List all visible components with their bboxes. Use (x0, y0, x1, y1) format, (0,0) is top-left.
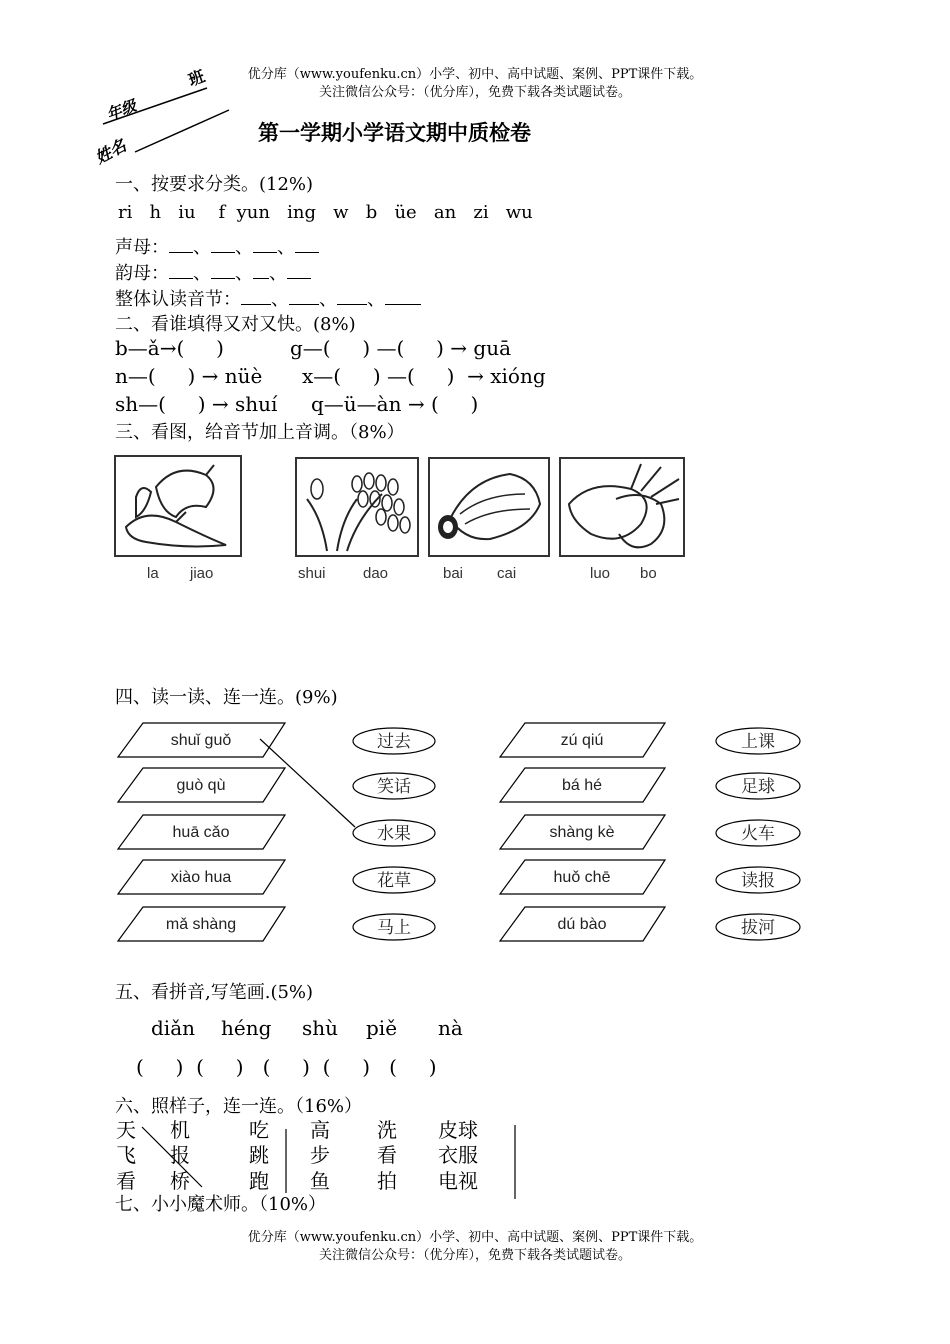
s2-row2-a[interactable]: n—( ) → nüè (115, 364, 263, 388)
s6-r1-c4: 高 (310, 1118, 330, 1142)
s2-row1-a[interactable]: b—ǎ→( ) (115, 336, 224, 360)
answer-blank[interactable] (289, 290, 319, 305)
s5-pinyin-1: diǎn (151, 1016, 196, 1040)
section-3-heading: 三、看图，给音节加上音调。（8%） (115, 422, 405, 443)
right-word-4: 读报 (741, 871, 775, 890)
pepper-picture (114, 455, 242, 557)
right-pinyin-3: shàng kè (549, 824, 615, 841)
s6-r3-c6: 电视 (438, 1169, 478, 1193)
page-title: 第一学期小学语文期中质检卷 (258, 121, 531, 145)
s6-r1-c1: 天 (116, 1118, 136, 1142)
left-word-3: 水果 (377, 824, 411, 843)
s5-pinyin-2: héng (221, 1016, 272, 1040)
section-5-heading: 五、看拼音,写笔画.(5%) (115, 982, 314, 1003)
yunmu-row (115, 259, 311, 285)
rice-syllable-1: shui (298, 565, 326, 582)
answer-blank[interactable] (253, 238, 277, 253)
rice-syllable-2: dao (363, 565, 389, 582)
zhengti-row (115, 285, 421, 311)
s6-r2-c2: 报 (170, 1143, 190, 1167)
left-pinyin-3: huā cǎo (172, 824, 230, 841)
left-word-5: 马上 (377, 918, 411, 937)
header-line-1: 优分库（www.youfenku.cn）小学、初中、高中试题、案例、PPT课件下载。 (247, 67, 703, 82)
yunmu-label: 韵母： (115, 263, 169, 284)
s5-pinyin-3: shù (302, 1016, 339, 1040)
right-word-2: 足球 (741, 777, 775, 796)
answer-blank[interactable] (211, 264, 235, 279)
matching-exercise (0, 715, 950, 955)
answer-blank[interactable] (241, 290, 271, 305)
section-6-heading: 六、照样子，连一连。（16%） (115, 1096, 363, 1117)
s5-answer-brackets[interactable]: ( ) ( ) ( ) ( ) ( ) (136, 1055, 437, 1079)
answer-blank[interactable] (169, 238, 193, 253)
section-1-items: ri h iu f yun ing w b üe an zi wu (118, 202, 533, 223)
left-word-2: 笑话 (377, 777, 411, 796)
left-word-4: 花草 (377, 871, 411, 890)
zhengti-label: 整体认读音节： (115, 289, 241, 310)
s6-r2-c1: 飞 (116, 1143, 136, 1167)
s6-r2-c5: 看 (377, 1143, 397, 1167)
s6-r2-c4: 步 (310, 1143, 330, 1167)
answer-blank[interactable] (211, 238, 235, 253)
s6-r2-c3: 跳 (249, 1143, 269, 1167)
s6-r1-c2: 机 (170, 1118, 190, 1142)
radish-picture (559, 457, 685, 557)
answer-blank[interactable] (287, 264, 311, 279)
section-2-heading: 二、看谁填得又对又快。(8%) (115, 314, 356, 335)
section-1-heading: 一、按要求分类。(12%) (115, 174, 314, 195)
cabbage-picture (428, 457, 550, 557)
separator: 、 (277, 237, 295, 258)
separator: 、 (367, 289, 385, 310)
pepper-syllable-2: jiao (190, 565, 214, 582)
right-pinyin-5: dú bào (557, 916, 607, 933)
footer-line-2: 关注微信公众号：（优分库），免费下载各类试题试卷。 (318, 1248, 631, 1263)
separator: 、 (193, 263, 211, 284)
class-label: 班 (186, 68, 208, 90)
right-word-5: 拔河 (741, 918, 775, 937)
answer-blank[interactable] (253, 264, 269, 279)
s5-pinyin-4: piě (366, 1016, 398, 1040)
left-word-1: 过去 (377, 732, 411, 751)
student-info-labels (95, 60, 235, 180)
right-pinyin-2: bá hé (561, 777, 603, 794)
shengmu-label: 声母： (115, 237, 169, 258)
s6-r2-c6: 衣服 (438, 1143, 478, 1167)
s6-r1-c3: 吃 (249, 1118, 269, 1142)
answer-blank[interactable] (385, 290, 421, 305)
left-pinyin-1: shuǐ guǒ (170, 732, 232, 749)
section-4-heading: 四、读一读、连一连。(9%) (115, 687, 338, 708)
header-line-2: 关注微信公众号：（优分库），免费下载各类试题试卷。 (318, 85, 631, 100)
cabbage-syllable-1: bai (443, 565, 464, 582)
s2-row3-a[interactable]: sh—( ) → shuí (115, 392, 278, 416)
answer-blank[interactable] (295, 238, 319, 253)
right-word-3: 火车 (741, 824, 775, 843)
s6-r3-c3: 跑 (249, 1169, 269, 1193)
s6-r3-c2: 桥 (170, 1169, 190, 1193)
right-pinyin-4: huǒ chē (553, 869, 611, 886)
answer-blank[interactable] (169, 264, 193, 279)
separator: 、 (235, 263, 253, 284)
footer-line-1: 优分库（www.youfenku.cn）小学、初中、高中试题、案例、PPT课件下载。 (247, 1230, 703, 1245)
separator: 、 (271, 289, 289, 310)
rice-picture (295, 457, 419, 557)
name-label: 姓名 (95, 137, 130, 168)
separator: 、 (193, 237, 211, 258)
left-pinyin-5: mǎ shàng (165, 916, 237, 933)
s6-r1-c5: 洗 (377, 1118, 397, 1142)
s6-r3-c4: 鱼 (310, 1169, 330, 1193)
example-connecting-line (260, 739, 355, 827)
s2-row1-b[interactable]: g—( ) —( ) → guā (290, 336, 512, 360)
separator: 、 (269, 263, 287, 284)
shengmu-row (115, 233, 319, 259)
answer-blank[interactable] (337, 290, 367, 305)
s5-pinyin-5: nà (438, 1016, 463, 1040)
grade-label: 年级 (104, 97, 139, 124)
radish-syllable-1: luo (590, 565, 611, 582)
s6-r3-c1: 看 (116, 1169, 136, 1193)
left-pinyin-4: xiào hua (170, 869, 232, 886)
s2-row3-b[interactable]: q—ü—àn → ( ) (311, 392, 479, 416)
left-pinyin-2: guò qù (176, 777, 226, 794)
radish-syllable-2: bo (640, 565, 657, 582)
right-pinyin-1: zú qiú (560, 732, 604, 749)
s2-row2-b[interactable]: x—( ) —( ) → xióng (302, 364, 546, 388)
cabbage-syllable-2: cai (497, 565, 517, 582)
separator: 、 (319, 289, 337, 310)
s6-r1-c6: 皮球 (438, 1118, 478, 1142)
s6-r3-c5: 拍 (377, 1169, 397, 1193)
section-7-heading: 七、小小魔术师。（10%） (115, 1194, 327, 1215)
right-word-1: 上课 (741, 732, 775, 751)
separator: 、 (235, 237, 253, 258)
pepper-syllable-1: la (147, 565, 159, 582)
